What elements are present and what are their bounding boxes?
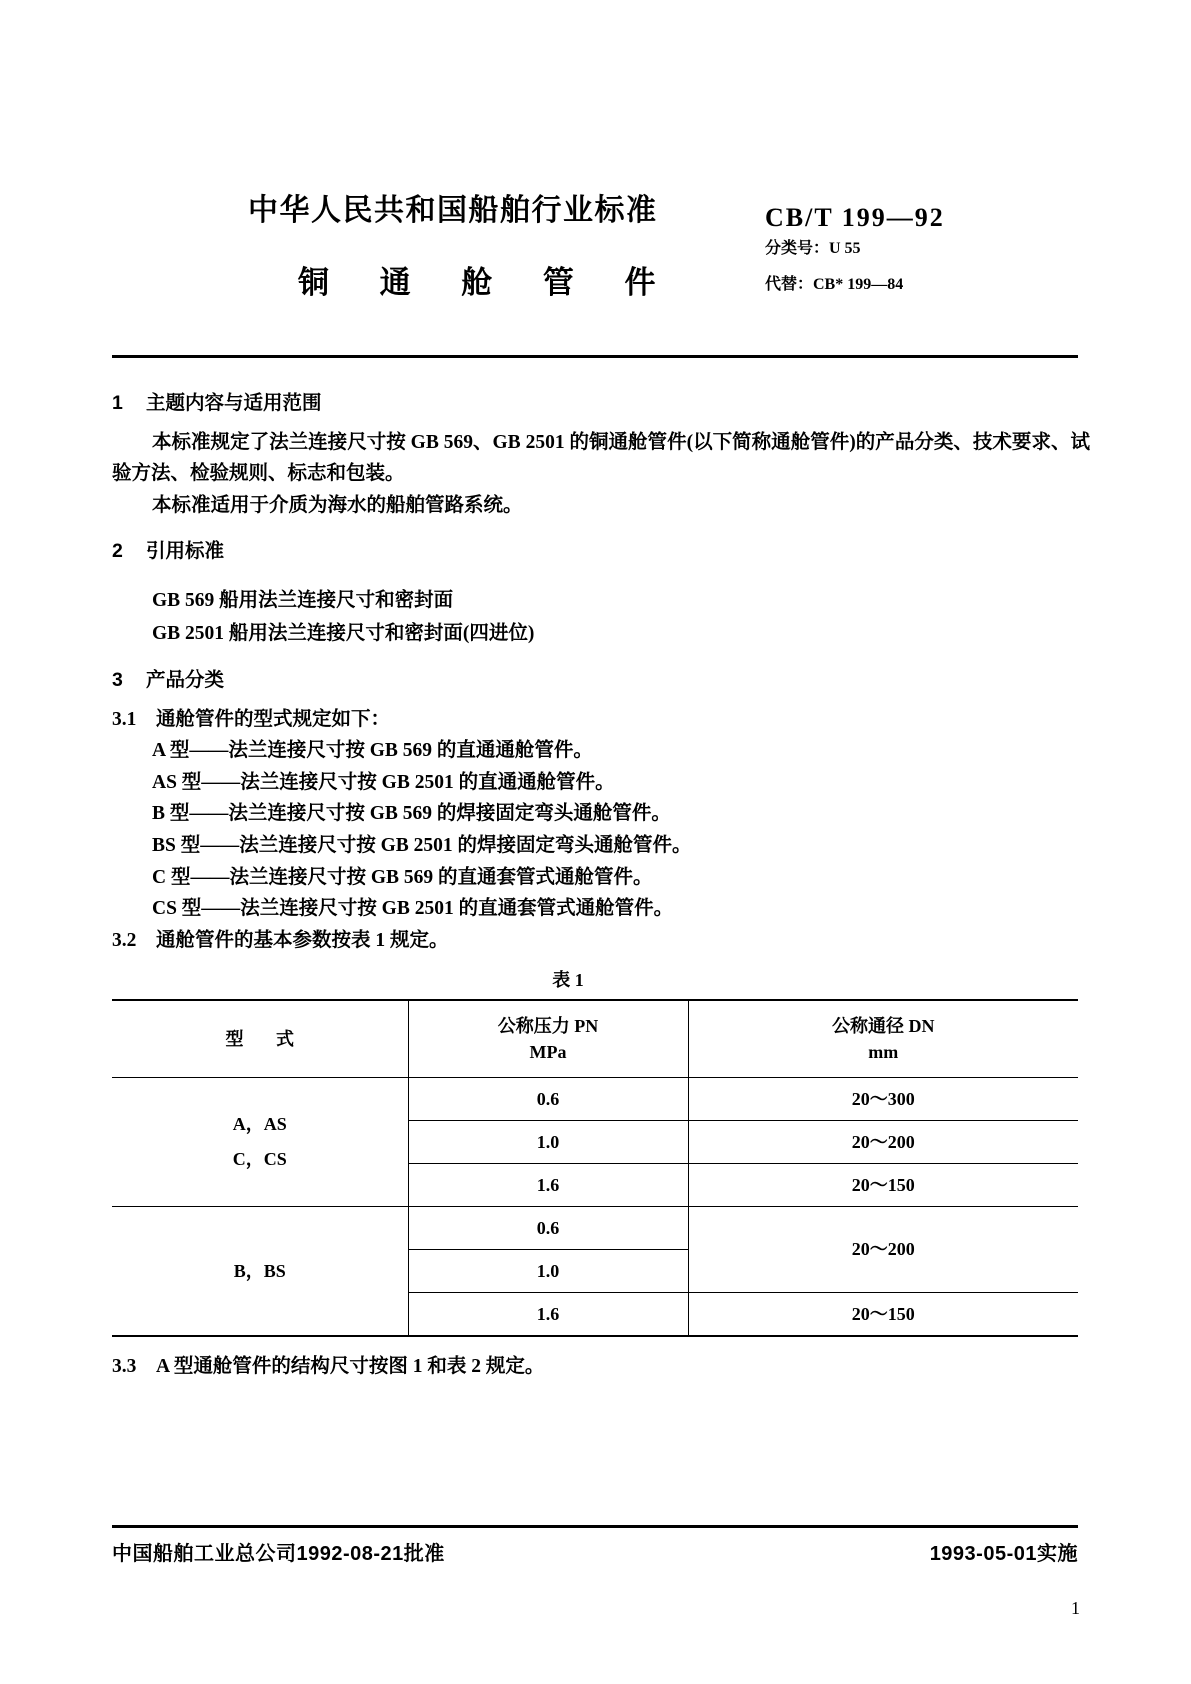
cell-pn: 0.6 xyxy=(408,1078,688,1121)
subsection-number-3-2: 3.2 xyxy=(112,929,137,951)
cell-pn: 1.0 xyxy=(408,1121,688,1164)
section-heading-1 xyxy=(112,388,1090,420)
section-number-3: 3 xyxy=(112,669,123,692)
cell-pn: 0.6 xyxy=(408,1207,688,1250)
header-cell-nominal-diameter xyxy=(688,1000,1078,1078)
cell-pn: 1.6 xyxy=(408,1164,688,1207)
group-type-b-bs xyxy=(112,1207,408,1337)
type-definition-a: A 型——法兰连接尺寸按 GB 569 的直通通舱管件。 xyxy=(152,740,593,762)
reference-spacer xyxy=(112,575,1090,585)
classification-number: 分类号：U 55 xyxy=(765,240,861,257)
table-row xyxy=(112,1078,1078,1121)
subsection-3-3 xyxy=(112,1351,1090,1383)
group-type-a-as-c-cs xyxy=(112,1078,408,1207)
section-1-paragraph-2: 本标准适用于介质为海水的船舶管路系统。 xyxy=(152,494,523,516)
header-cell-nominal-pressure xyxy=(408,1000,688,1078)
type-definition-b: B 型——法兰连接尺寸按 GB 569 的焊接固定弯头通舱管件。 xyxy=(152,803,671,825)
replaces-standard: 代替：CB* 199—84 xyxy=(765,276,904,293)
subsection-text-3-1: 通舱管件的型式规定如下： xyxy=(156,708,391,730)
effective-date: 1993-05-01实施 xyxy=(929,1543,1078,1565)
subsection-text-3-2: 通舱管件的基本参数按表 1 规定。 xyxy=(156,929,449,951)
type-definition-cs: CS 型——法兰连接尺寸按 GB 2501 的直通套管式通舱管件。 xyxy=(152,898,674,920)
header-divider xyxy=(112,355,1078,358)
section-title-2: 引用标准 xyxy=(146,540,225,563)
subsection-3-2 xyxy=(112,925,1090,957)
document-footer xyxy=(112,1537,1078,1566)
footer-divider xyxy=(112,1525,1078,1528)
subsection-number-3-1: 3.1 xyxy=(112,708,137,730)
cell-dn: 20～150 xyxy=(688,1164,1078,1207)
table-1-basic-parameters xyxy=(112,999,1078,1337)
cell-dn: 20～200 xyxy=(688,1207,1078,1293)
section-title-1: 主题内容与适用范围 xyxy=(146,392,322,414)
page-number: 1 xyxy=(1071,1598,1080,1618)
header-dn-label: 公称通径 DN xyxy=(832,1016,935,1037)
subsection-text-3-3: A 型通舱管件的结构尺寸按图 1 和表 2 规定。 xyxy=(156,1356,545,1378)
type-definition-c: C 型——法兰连接尺寸按 GB 569 的直通套管式通舱管件。 xyxy=(152,866,653,888)
document-body xyxy=(112,388,1090,1402)
header-dn-unit: mm xyxy=(868,1042,899,1063)
page-title: 铜 通 舱 管 件 xyxy=(298,265,677,300)
header-cell-type: 型 式 xyxy=(112,1000,408,1078)
section-title-3: 产品分类 xyxy=(146,669,225,692)
type-definition-bs: BS 型——法兰连接尺寸按 GB 2501 的焊接固定弯头通舱管件。 xyxy=(152,834,692,856)
header-pn-label: 公称压力 PN xyxy=(497,1016,599,1037)
table-caption: 表 1 xyxy=(552,970,584,991)
section-number-2: 2 xyxy=(112,540,123,563)
cell-pn: 1.0 xyxy=(408,1250,688,1293)
subsection-number-3-3: 3.3 xyxy=(112,1356,137,1378)
header-pn-unit: MPa xyxy=(529,1042,567,1063)
section-1-paragraph-1: 本标准规定了法兰连接尺寸按 GB 569、GB 2501 的铜通舱管件(以下简称通舱管件)的产品分类、技术要求、试验方法、检验规则、标志和包装。 xyxy=(112,431,1090,485)
standard-number: CB/T 199—92 xyxy=(765,203,945,232)
reference-item: GB 2501 船用法兰连接尺寸和密封面(四进位) xyxy=(152,623,535,645)
group-type-line-2: C，CS xyxy=(232,1149,287,1170)
group-type-line-1: B，BS xyxy=(233,1260,286,1281)
approval-statement: 中国船舶工业总公司1992-08-21批准 xyxy=(112,1543,445,1565)
table-row xyxy=(112,1207,1078,1250)
group-type-line-1: A，AS xyxy=(232,1114,287,1135)
issuing-organization: 中华人民共和国船舶行业标准 xyxy=(248,194,658,227)
cell-dn: 20～150 xyxy=(688,1293,1078,1337)
section-heading-3 xyxy=(112,665,1090,697)
cell-pn: 1.6 xyxy=(408,1293,688,1337)
section-number-1: 1 xyxy=(112,392,123,414)
cell-dn: 20～200 xyxy=(688,1121,1078,1164)
standard-code-block xyxy=(765,203,1095,294)
type-definition-as: AS 型——法兰连接尺寸按 GB 2501 的直通通舱管件。 xyxy=(152,771,615,793)
subsection-3-1 xyxy=(112,704,1090,736)
reference-item: GB 569 船用法兰连接尺寸和密封面 xyxy=(152,589,454,611)
section-heading-2 xyxy=(112,536,1090,568)
table-header-row xyxy=(112,1000,1078,1078)
cell-dn: 20～300 xyxy=(688,1078,1078,1121)
